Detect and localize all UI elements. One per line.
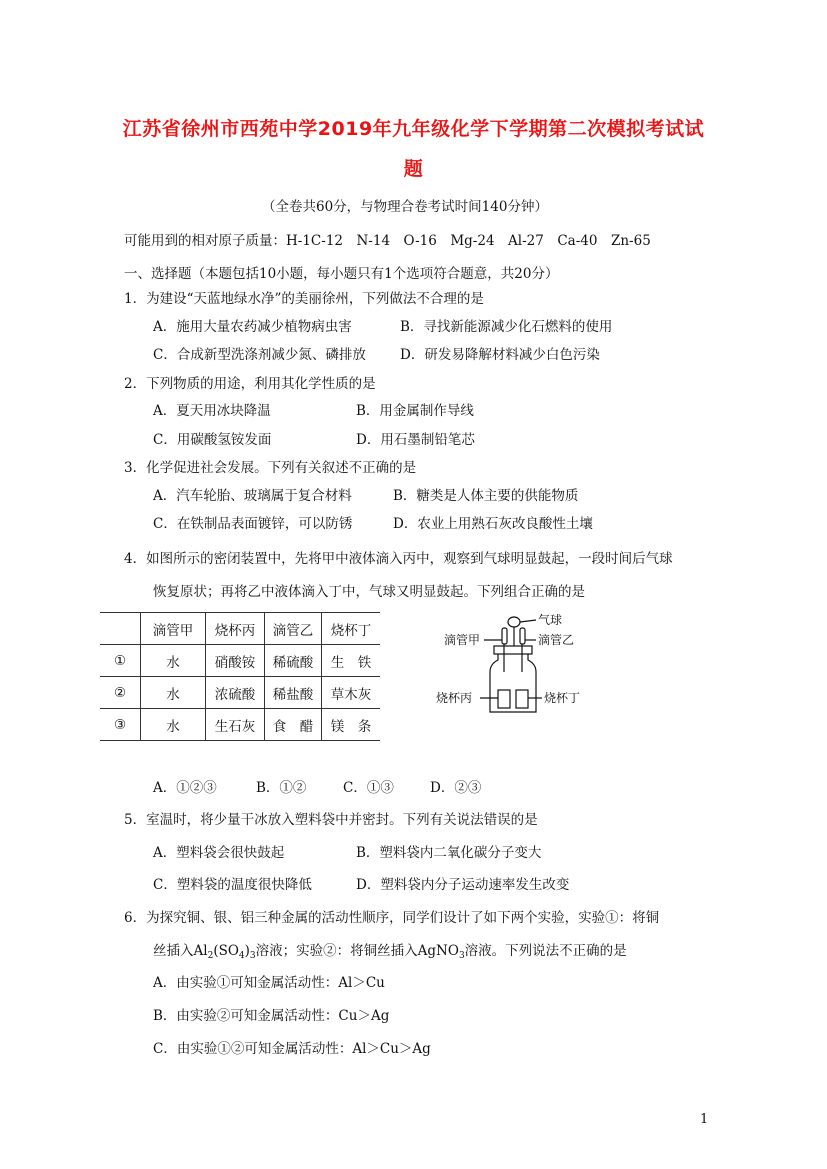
q2-option-d: D．用石墨制铅笔芯 (356, 432, 475, 448)
table-header-row (100, 613, 380, 645)
table-cell: 镁 条 (322, 709, 381, 741)
table-cell: 稀硫酸 (265, 645, 322, 677)
q3-option-a: A．汽车轮胎、玻璃属于复合材料 (153, 488, 352, 504)
doc-title-line1: 江苏省徐州市西苑中学2019年九年级化学下学期第二次模拟考试试 (122, 118, 705, 140)
q1-stem: 1．为建设“天蓝地绿水净”的美丽徐州，下列做法不合理的是 (124, 291, 484, 307)
table-cell (100, 613, 141, 645)
label-balloon: 气球 (538, 613, 563, 627)
q1-option-a: A．施用大量农药减少植物病虫害 (153, 319, 352, 335)
q6-stem-line1: 6．为探究铜、银、铝三种金属的活动性顺序，同学们设计了如下两个实验，实验①：将铜 (124, 910, 660, 926)
q3-stem: 3．化学促进社会发展。下列有关叙述不正确的是 (124, 460, 417, 476)
table-header: 滴管乙 (265, 613, 322, 645)
q6-option-b: B．由实验②可知金属活动性：Cu＞Ag (153, 1008, 390, 1024)
q3-option-c: C．在铁制品表面镀锌，可以防锈 (153, 516, 353, 532)
table-row (100, 645, 380, 677)
table-cell: ③ (100, 709, 141, 741)
q4-option-d: D．②③ (430, 780, 482, 796)
table-row (100, 677, 380, 709)
subtitle: （全卷共60分，与物理合卷考试时间140分钟） (262, 199, 548, 215)
q4-option-a: A．①②③ (153, 780, 217, 796)
q5-option-d: D．塑料袋内分子运动速率发生改变 (356, 877, 570, 893)
label-beaker-d: 烧杯丁 (544, 691, 581, 705)
table-row (100, 709, 380, 741)
q4-option-c: C．①③ (343, 780, 394, 796)
q5-stem: 5．室温时，将少量干冰放入塑料袋中并密封。下列有关说法错误的是 (124, 812, 538, 828)
q4-stem-line1: 4．如图所示的密闭装置中，先将甲中液体滴入丙中，观察到气球明显鼓起，一段时间后气球 (124, 551, 673, 567)
table-cell: 生石灰 (206, 709, 265, 741)
q5-option-c: C．塑料袋的温度很快降低 (153, 877, 312, 893)
table-cell: 硝酸铵 (206, 645, 265, 677)
q3-option-d: D．农业上用熟石灰改良酸性土壤 (393, 516, 593, 532)
q6-option-c: C．由实验①②可知金属活动性：Al＞Cu＞Ag (153, 1041, 431, 1057)
q4-table (100, 612, 380, 741)
q5-option-a: A．塑料袋会很快鼓起 (153, 845, 285, 861)
section-heading: 一、选择题（本题包括10小题，每小题只有1个选项符合题意，共20分） (124, 266, 559, 282)
q1-option-d: D．研发易降解材料减少白色污染 (400, 347, 600, 363)
q1-option-c: C．合成新型洗涤剂减少氮、磷排放 (153, 347, 366, 363)
q6-stem-line2: 丝插入$Al_2(SO_4)_3$溶液；实验②：将铜丝插入AgNO$_3$溶液。下列说法不正确的是 (153, 943, 627, 961)
table-cell: 草木灰 (322, 677, 381, 709)
table-cell: 水 (141, 677, 206, 709)
apparatus-figure (432, 610, 592, 720)
q2-option-c: C．用碳酸氢铵发面 (153, 432, 272, 448)
table-cell: 水 (141, 709, 206, 741)
label-dropper-a: 滴管甲 (444, 633, 481, 647)
page-number: 1 (700, 1112, 709, 1127)
table-cell: 生 铁 (322, 645, 381, 677)
q3-option-b: B．糖类是人体主要的供能物质 (393, 488, 579, 504)
table-header: 烧杯丁 (322, 613, 381, 645)
q1-option-b: B．寻找新能源减少化石燃料的使用 (400, 319, 613, 335)
table-cell: 稀盐酸 (265, 677, 322, 709)
table-cell: 水 (141, 645, 206, 677)
table-header: 烧杯丙 (206, 613, 265, 645)
q5-option-b: B．塑料袋内二氧化碳分子变大 (356, 845, 542, 861)
q2-option-a: A．夏天用冰块降温 (153, 403, 271, 419)
q4-option-b: B．①② (256, 780, 307, 796)
q2-stem: 2．下列物质的用途，利用其化学性质的是 (124, 376, 376, 392)
table-cell: 浓硫酸 (206, 677, 265, 709)
balloon-shape (508, 617, 520, 627)
q4-stem-line2: 恢复原状；再将乙中液体滴入丁中，气球又明显鼓起。下列组合正确的是 (153, 584, 585, 600)
table-cell: ① (100, 645, 141, 677)
label-beaker-c: 烧杯丙 (436, 691, 473, 705)
q6-option-a: A．由实验①可知金属活动性：Al＞Cu (153, 975, 385, 991)
doc-title-line2: 题 (403, 158, 424, 180)
table-cell: 食 醋 (265, 709, 322, 741)
q2-option-b: B．用金属制作导线 (356, 403, 474, 419)
atomic-mass-line: 可能用到的相对原子质量：H-1C-12 N-14 O-16 Mg-24 Al-27 Ca-40 Zn-65 (124, 233, 651, 249)
table-cell: ② (100, 677, 141, 709)
label-dropper-b: 滴管乙 (538, 633, 575, 647)
table-header: 滴管甲 (141, 613, 206, 645)
